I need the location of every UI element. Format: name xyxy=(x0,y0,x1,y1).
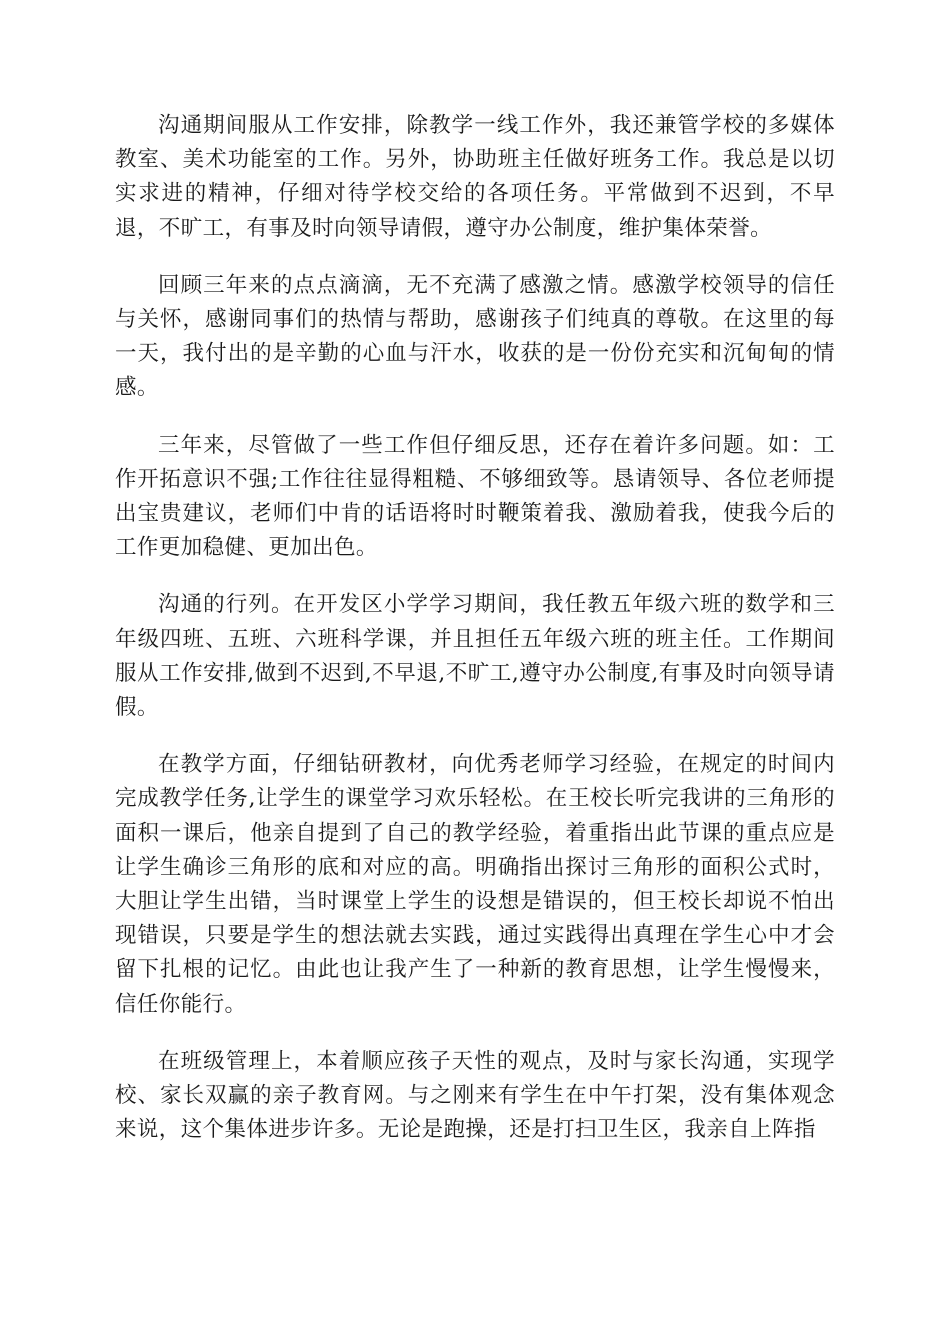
document-body xyxy=(115,109,835,1147)
paragraph-1: 沟通期间服从工作安排，除教学一线工作外，我还兼管学校的多媒体教室、美术功能室的工作。另外，协助班主任做好班务工作。我总是以切实求进的精神，仔细对待学校交给的各项任务。平常做到不迟到，不早退，不旷工，有事及时向领导请假，遵守办公制度，维护集体荣誉。 xyxy=(115,113,835,241)
paragraph-5: 在教学方面，仔细钻研教材，向优秀老师学习经验，在规定的时间内完成教学任务,让学生的课堂学习欢乐轻松。在王校长听完我讲的三角形的面积一课后，他亲自提到了自己的教学经验，着重指出此节课的重点应是让学生确诊三角形的底和对应的高。明确指出探讨三角形的面积公式时，大胆让学生出错，当时课堂上学生的设想是错误的，但王校长却说不怕出现错误，只要是学生的想法就去实践，通过实践得出真理在学生心中才会留下扎根的记忆。由此也让我产生了一种新的教育思想，让学生慢慢来，信任你能行。 xyxy=(115,752,835,1017)
paragraph-3: 三年来，尽管做了一些工作但仔细反思，还存在着许多问题。如：工作开拓意识不强;工作往往显得粗糙、不够细致等。恳请领导、各位老师提出宝贵建议，老师们中肯的话语将时时鞭策着我、激励着我，使我今后的工作更加稳健、更加出色。 xyxy=(115,432,835,561)
paragraph-4: 沟通的行列。在开发区小学学习期间，我任教五年级六班的数学和三年级四班、五班、六班科学课，并且担任五年级六班的班主任。工作期间服从工作安排,做到不迟到,不早退,不旷工,遵守办公制度,有事及时向领导请假。 xyxy=(115,592,835,721)
paragraph-2: 回顾三年来的点点滴滴，无不充满了感激之情。感激学校领导的信任与关怀，感谢同事们的热情与帮助，感谢孩子们纯真的尊敬。在这里的每一天，我付出的是辛勤的心血与汗水，收获的是一份份充实和沉甸甸的情感。 xyxy=(115,272,835,401)
paragraph-6: 在班级管理上，本着顺应孩子天性的观点，及时与家长沟通，实现学校、家长双赢的亲子教育网。与之刚来有学生在中午打架，没有集体观念来说，这个集体进步许多。无论是跑操，还是打扫卫生区，我亲自上阵指 xyxy=(115,1048,835,1143)
